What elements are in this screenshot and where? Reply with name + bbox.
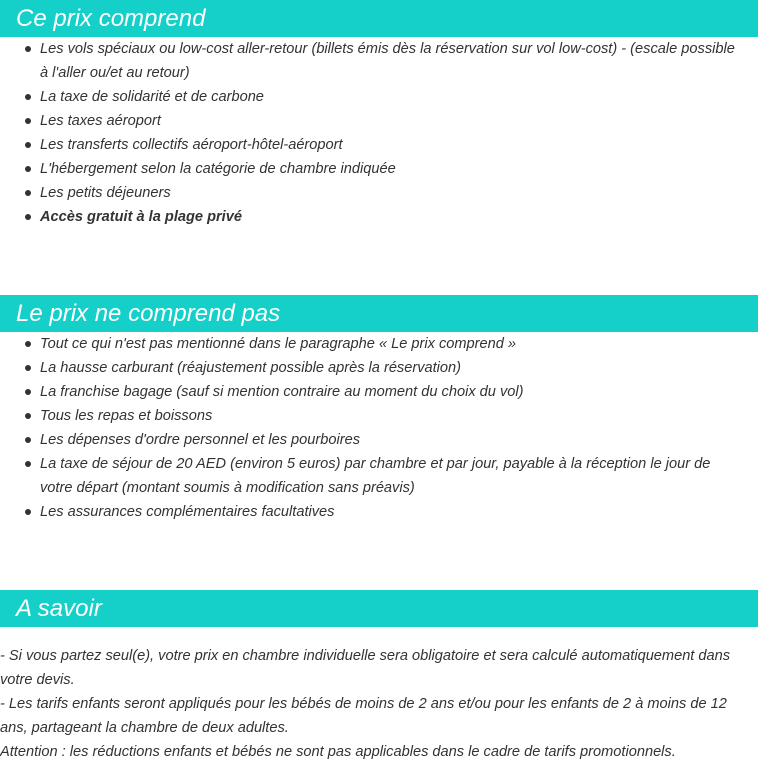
list-item: Les dépenses d'ordre personnel et les pourboires xyxy=(0,428,758,452)
list-item: La taxe de séjour de 20 AED (environ 5 euros) par chambre et par jour, payable à la réception le jour de votre départ (montant soumis à modification sans préavis) xyxy=(0,452,758,500)
info-line: Attention : les réductions enfants et bébés ne sont pas applicables dans le cadre de tarifs promotionnels. xyxy=(0,744,676,760)
list-item: La franchise bagage (sauf si mention contraire au moment du choix du vol) xyxy=(0,380,758,404)
list-item: L'hébergement selon la catégorie de chambre indiquée xyxy=(0,157,758,181)
section-good-to-know xyxy=(0,590,758,764)
list-item: Tout ce qui n'est pas mentionné dans le paragraphe « Le prix comprend » xyxy=(0,332,758,356)
section-price-includes xyxy=(0,0,758,229)
list-item-highlight: Accès gratuit à la plage privé xyxy=(0,205,758,229)
list-item: Les petits déjeuners xyxy=(0,181,758,205)
list-item: Les assurances complémentaires facultatives xyxy=(0,500,758,524)
list-item: La taxe de solidarité et de carbone xyxy=(0,85,758,109)
excludes-list xyxy=(0,332,758,524)
list-item: Les taxes aéroport xyxy=(0,109,758,133)
info-line: - Si vous partez seul(e), votre prix en chambre individuelle sera obligatoire et sera calculé automatiquement dans votre devis. xyxy=(0,648,731,688)
list-item: Les vols spéciaux ou low-cost aller-retour (billets émis dès la réservation sur vol low-cost) - (escale possible à l'aller ou/et au retour) xyxy=(0,37,758,85)
list-item: Tous les repas et boissons xyxy=(0,404,758,428)
section-title-includes: Ce prix comprend xyxy=(0,0,758,37)
section-title-info: A savoir xyxy=(0,590,758,627)
info-notes xyxy=(0,644,758,764)
list-item: La hausse carburant (réajustement possible après la réservation) xyxy=(0,356,758,380)
section-title-excludes: Le prix ne comprend pas xyxy=(0,295,758,332)
includes-list xyxy=(0,37,758,229)
list-item: Les transferts collectifs aéroport-hôtel-aéroport xyxy=(0,133,758,157)
section-price-excludes xyxy=(0,295,758,524)
info-line: - Les tarifs enfants seront appliqués pour les bébés de moins de 2 ans et/ou pour les enfants de 2 à moins de 12 ans, partageant la chambre de deux adultes. xyxy=(0,696,727,736)
